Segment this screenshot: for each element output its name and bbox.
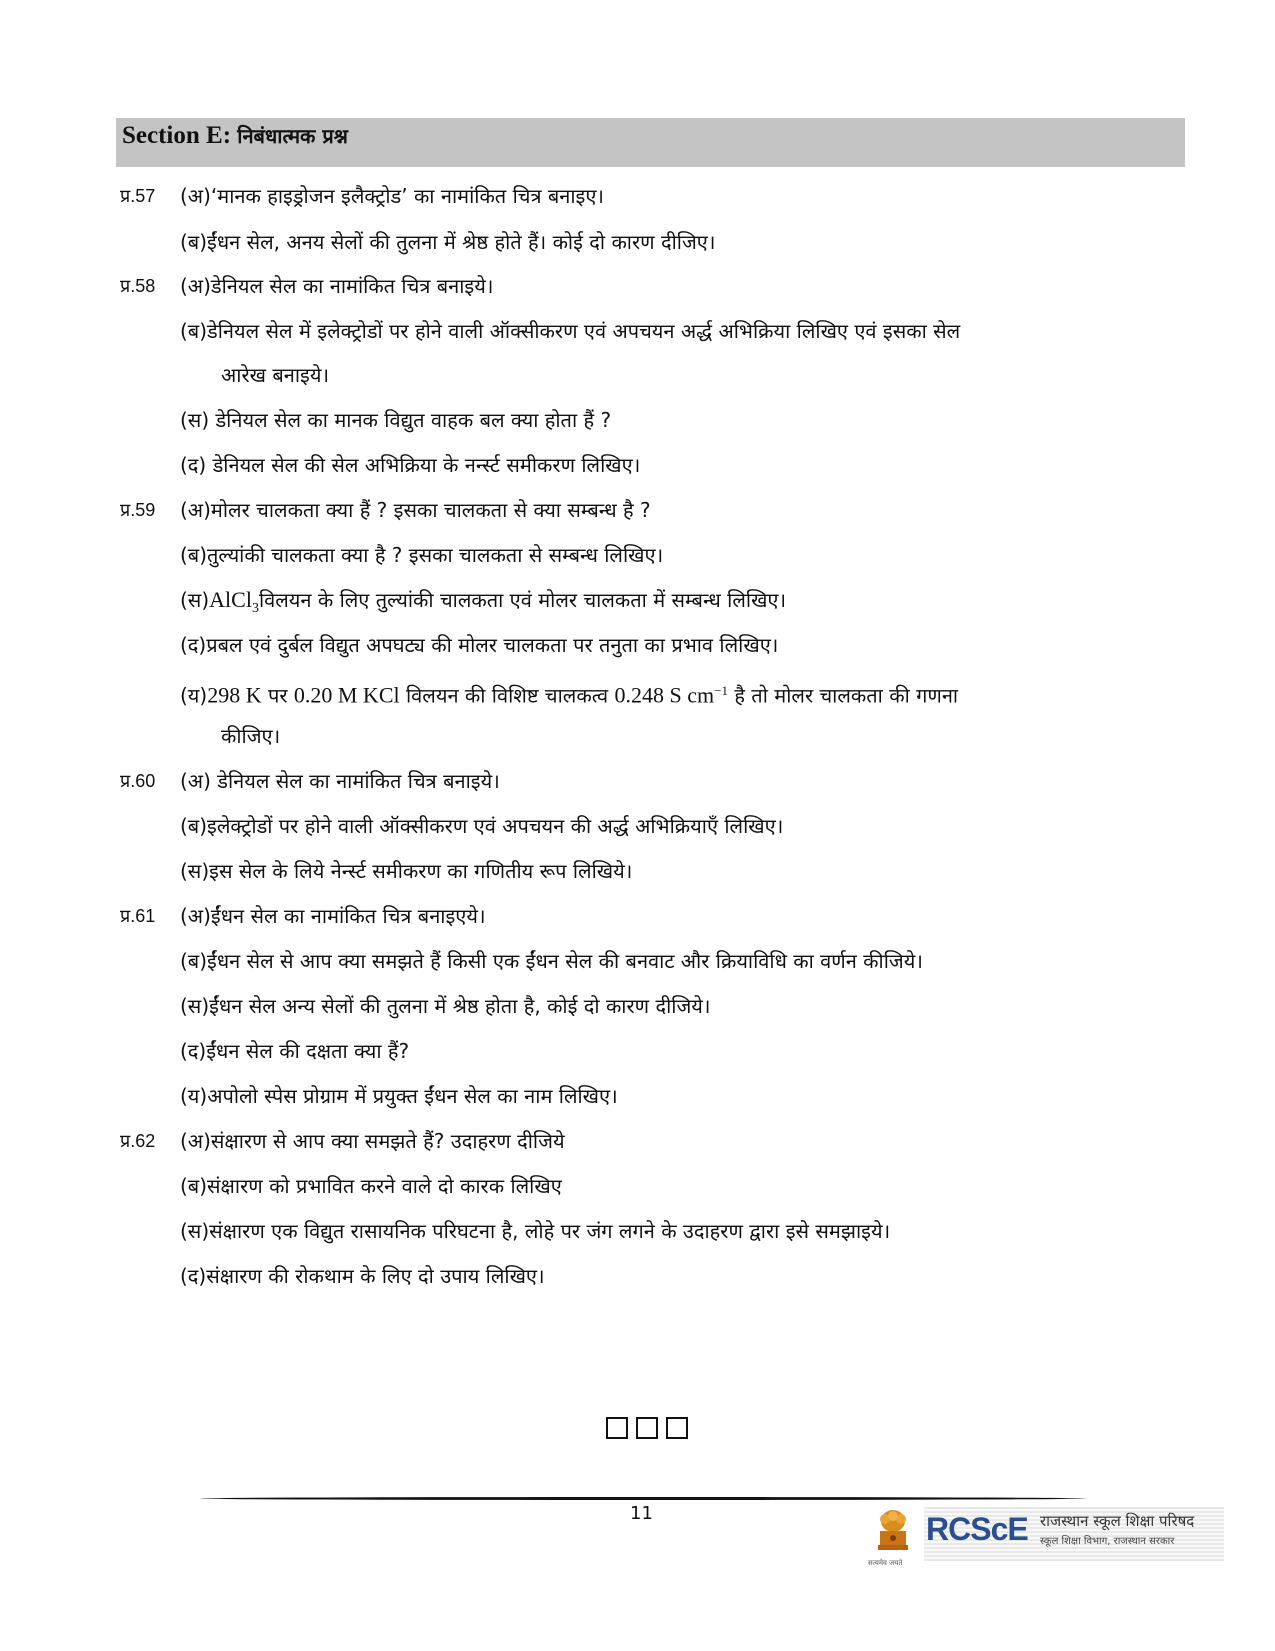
logo-text: RCScE	[926, 1511, 1028, 1547]
footer-divider	[200, 1497, 1086, 1500]
end-box	[606, 1417, 628, 1439]
concentration-value: 0.20 M KCl	[293, 682, 400, 708]
question-part-e	[180, 671, 958, 716]
question-number: प्र.60	[120, 771, 156, 791]
question-60-c	[0, 851, 1275, 895]
question-62-d	[0, 1256, 1275, 1300]
question-59-e	[0, 671, 1275, 715]
question-part-a: (अ)ईंधन सेल का नामांकित चित्र बनाइएये।	[180, 904, 486, 928]
part-text: है तो मोलर चालकता की गणना	[727, 683, 959, 708]
part-label: (स)	[180, 588, 210, 612]
chemical-formula: AlCl	[209, 587, 252, 612]
emblem-icon	[872, 1507, 914, 1557]
question-number: प्र.57	[120, 186, 156, 206]
section-header	[116, 118, 1185, 167]
question-part-d: (द) डेनियल सेल की सेल अभिक्रिया के नर्न्स्ट समीकरण लिखिए।	[180, 453, 641, 477]
end-marker-boxes	[606, 1417, 686, 1441]
question-part-b: (ब)इलेक्ट्रोडों पर होने वाली ऑक्सीकरण एवं अपचयन की अर्द्ध अभिक्रियाएँ लिखिए।	[180, 814, 784, 838]
formula-subscript: 3	[251, 601, 259, 616]
question-61-b	[0, 941, 1275, 985]
question-part-b-continued: आरेख बनाइये।	[221, 363, 330, 387]
logo-title: राजस्थान स्कूल शिक्षा परिषद	[1040, 1512, 1195, 1530]
question-59	[0, 490, 1275, 534]
question-part-c	[180, 580, 786, 629]
part-text: पर	[261, 683, 294, 708]
question-number: प्र.59	[120, 500, 156, 520]
question-part-b: (ब)ईंधन सेल से आप क्या समझते हैं किसी एक ईंधन सेल की बनवाट और क्रियाविधि का वर्णन कीजिये।	[180, 949, 923, 973]
conductivity-value: 0.248 S cm	[614, 682, 715, 708]
logo-subtitle: स्कूल शिक्षा विभाग, राजस्थान सरकार	[1040, 1536, 1175, 1547]
question-59-e-cont	[0, 716, 1275, 760]
part-text: विलयन के लिए तुल्यांकी चालकता एवं मोलर चालकता में सम्बन्ध लिखिए।	[258, 588, 787, 612]
question-58	[0, 266, 1275, 310]
question-59-d	[0, 625, 1275, 669]
question-58-d	[0, 445, 1275, 489]
question-part-a: (अ)डेनियल सेल का नामांकित चित्र बनाइये।	[180, 274, 494, 298]
question-part-d: (द)ईंधन सेल की दक्षता क्या हैं?	[180, 1039, 410, 1063]
question-57-b	[0, 222, 1275, 266]
part-label: (य)	[180, 683, 208, 708]
section-title-hi: निबंधात्मक प्रश्न	[237, 124, 348, 148]
question-57	[0, 176, 1275, 220]
question-part-b: (ब)तुल्यांकी चालकता क्या है ? इसका चालकता से सम्बन्ध लिखिए।	[180, 543, 664, 567]
question-part-e-continued: कीजिए।	[221, 724, 281, 748]
end-box	[636, 1417, 658, 1439]
question-part-a: (अ)मोलर चालकता क्या हैं ? इसका चालकता से क्या सम्बन्ध है ?	[180, 498, 651, 522]
question-number: प्र.61	[120, 906, 156, 926]
unit-superscript: −1	[714, 683, 728, 698]
question-part-a: (अ)संक्षारण से आप क्या समझते हैं? उदाहरण दीजिये	[180, 1129, 565, 1153]
question-part-b: (ब)डेनियल सेल में इलेक्ट्रोडों पर होने वाली ऑक्सीकरण एवं अपचयन अर्द्ध अभिक्रिया लिखिए एवं इसका सेल	[180, 319, 961, 343]
question-part-d: (द)संक्षारण की रोकथाम के लिए दो उपाय लिखिए।	[180, 1264, 545, 1288]
question-59-c	[0, 580, 1275, 624]
question-part-a: (अ)‘मानक हाइड्रोजन इलैक्ट्रोड’ का नामांकित चित्र बनाइए।	[180, 184, 605, 208]
question-part-c: (स)संक्षारण एक विद्युत रासायनिक परिघटना है, लोहे पर जंग लगने के उदाहरण द्वारा इसे समझाइये।	[180, 1219, 891, 1243]
question-part-c: (स)ईंधन सेल अन्य सेलों की तुलना में श्रेष्ठ होता है, कोई दो कारण दीजिये।	[180, 994, 711, 1018]
question-part-b: (ब)ईंधन सेल, अनय सेलों की तुलना में श्रेष्ठ होते हैं। कोई दो कारण दीजिए।	[180, 230, 716, 254]
question-61	[0, 896, 1275, 940]
question-part-c: (स)इस सेल के लिये नेर्न्स्ट समीकरण का गणितीय रूप लिखिये।	[180, 859, 633, 883]
question-60	[0, 761, 1275, 805]
part-text: विलयन की विशिष्ट चालकत्व	[399, 683, 615, 708]
rcsce-logo	[870, 1505, 1225, 1567]
question-61-c	[0, 986, 1275, 1030]
question-59-b	[0, 535, 1275, 579]
section-title	[122, 122, 348, 150]
question-part-a: (अ) डेनियल सेल का नामांकित चित्र बनाइये।	[180, 769, 500, 793]
question-58-b-cont	[0, 355, 1275, 399]
question-60-b	[0, 806, 1275, 850]
section-title-en: Section E:	[122, 122, 232, 149]
end-box	[666, 1417, 688, 1439]
question-61-e	[0, 1076, 1275, 1120]
question-number: प्र.62	[120, 1131, 156, 1151]
question-part-d: (द)प्रबल एवं दुर्बल विद्युत अपघट्य की मोलर चालकता पर तनुता का प्रभाव लिखिए।	[180, 633, 779, 657]
question-62-c	[0, 1211, 1275, 1255]
question-part-e: (य)अपोलो स्पेस प्रोग्राम में प्रयुक्त ईंधन सेल का नाम लिखिए।	[180, 1084, 618, 1108]
emblem-caption: सत्यमेव जयते	[868, 1559, 903, 1567]
question-part-c: (स) डेनियल सेल का मानक विद्युत वाहक बल क्या होता हैं ?	[180, 408, 612, 432]
question-number: प्र.58	[120, 276, 156, 296]
question-62	[0, 1121, 1275, 1165]
question-62-b	[0, 1166, 1275, 1210]
question-part-b: (ब)संक्षारण को प्रभावित करने वाले दो कारक लिखिए	[180, 1174, 562, 1198]
question-58-c	[0, 400, 1275, 444]
page-number: 11	[630, 1503, 653, 1524]
question-58-b	[0, 311, 1275, 355]
temperature-value: 298 K	[207, 682, 262, 708]
question-61-d	[0, 1031, 1275, 1075]
